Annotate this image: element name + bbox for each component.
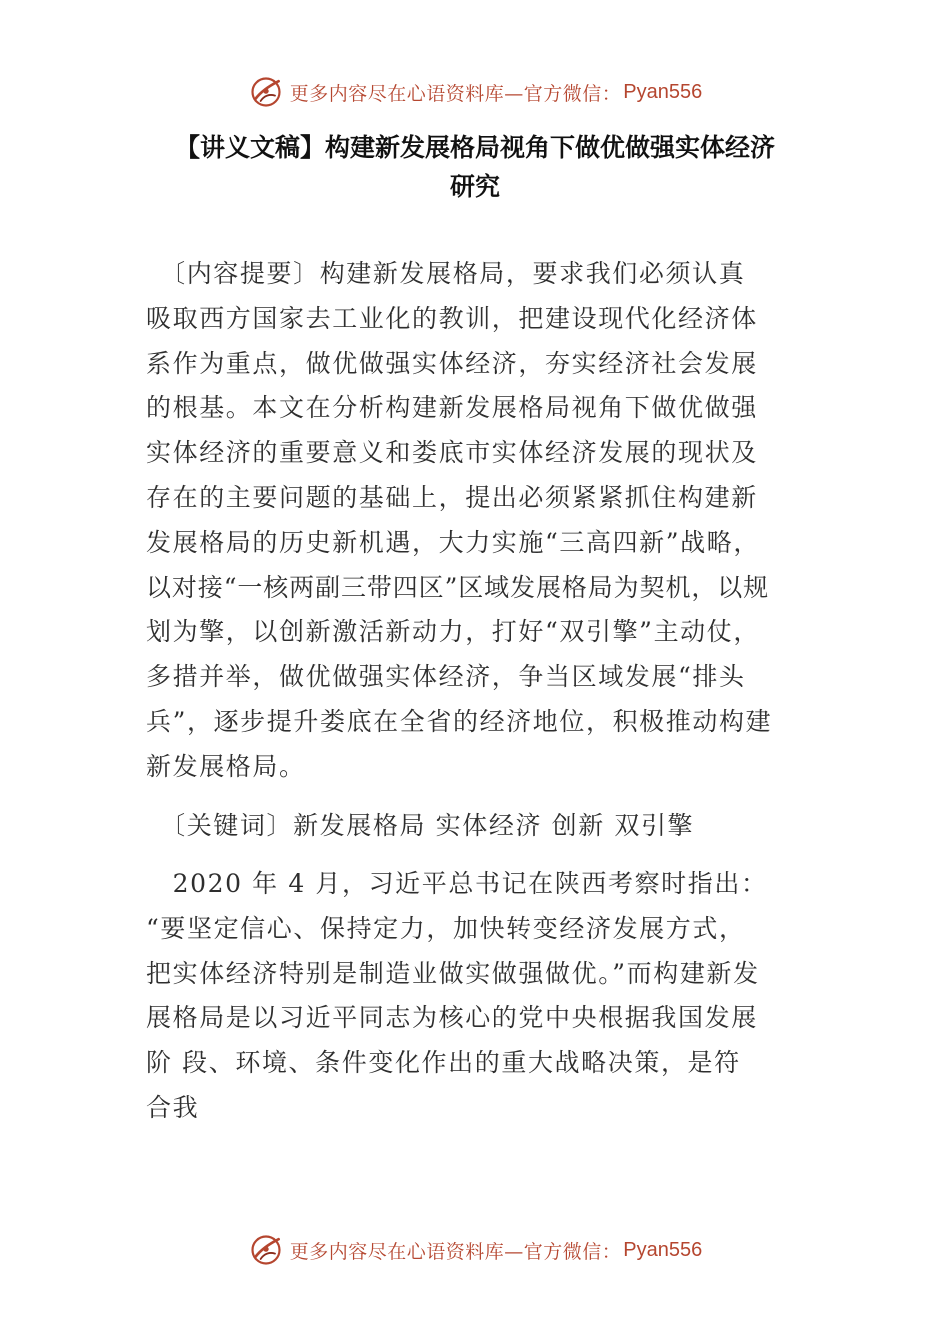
text-line: 实体经济的重要意义和娄底市实体经济发展的现状及 — [146, 438, 758, 468]
text-line: 阶 段、环境、条件变化作出的重大战略决策，是符 — [146, 1048, 741, 1078]
text-line: 把实体经济特别是制造业做实做强做优。”而构建新发 — [146, 958, 760, 988]
wechat-id: Pyan556 — [623, 1238, 703, 1261]
text-line: 发展格局的历史新机遇，大力实施“三高四新”战略， — [146, 527, 760, 557]
keywords-text: 〔关键词〕新发展格局 实体经济 创新 双引擎 — [146, 811, 695, 840]
text-line: 以对接“一核两副三带四区”区域发展格局为契机，以规 — [146, 572, 770, 602]
footer-banner — [0, 1228, 950, 1272]
text-line: 2020 年 4 月，习近平总书记在陕西考察时指出： — [146, 869, 768, 898]
document-title — [120, 128, 830, 206]
ink-logo-icon — [248, 1232, 284, 1268]
text-line: 系作为重点，做优做强实体经济，夯实经济社会发展 — [146, 348, 758, 378]
body-paragraph — [146, 862, 818, 1131]
text-line: 吸取西方国家去工业化的教训，把建设现代化经济体 — [146, 303, 758, 333]
header-banner — [0, 70, 950, 114]
abstract-paragraph — [146, 252, 818, 790]
banner-text: 更多内容尽在心语资料库—官方微信： — [289, 82, 622, 105]
text-line: 展格局是以习近平同志为核心的党中央根据我国发展 — [146, 1003, 758, 1033]
text-line: 划为擎，以创新激活新动力，打好“双引擎”主动仗， — [146, 617, 760, 647]
text-line: 存在的主要问题的基础上，提出必须紧紧抓住构建新 — [146, 482, 758, 512]
title-line: 【讲义文稿】构建新发展格局视角下做优做强实体经济 — [174, 133, 775, 162]
text-line: “要坚定信心、保持定力，加快转变经济发展方式， — [146, 913, 746, 943]
text-line: 〔内容提要〕构建新发展格局，要求我们必须认真 — [146, 259, 746, 288]
text-line: 的根基。本文在分析构建新发展格局视角下做优做强 — [146, 393, 758, 423]
text-line: 兵”，逐步提升娄底在全省的经济地位，积极推动构建 — [146, 706, 773, 736]
text-line: 合我 — [146, 1092, 200, 1122]
text-line: 新发展格局。 — [146, 751, 306, 781]
ink-logo-icon — [248, 74, 284, 110]
keywords-line — [146, 804, 818, 849]
wechat-id: Pyan556 — [623, 80, 703, 103]
text-line: 多措并举，做优做强实体经济，争当区域发展“排头 — [146, 662, 746, 692]
title-line: 研究 — [449, 172, 500, 201]
banner-text: 更多内容尽在心语资料库—官方微信： — [289, 1240, 622, 1263]
